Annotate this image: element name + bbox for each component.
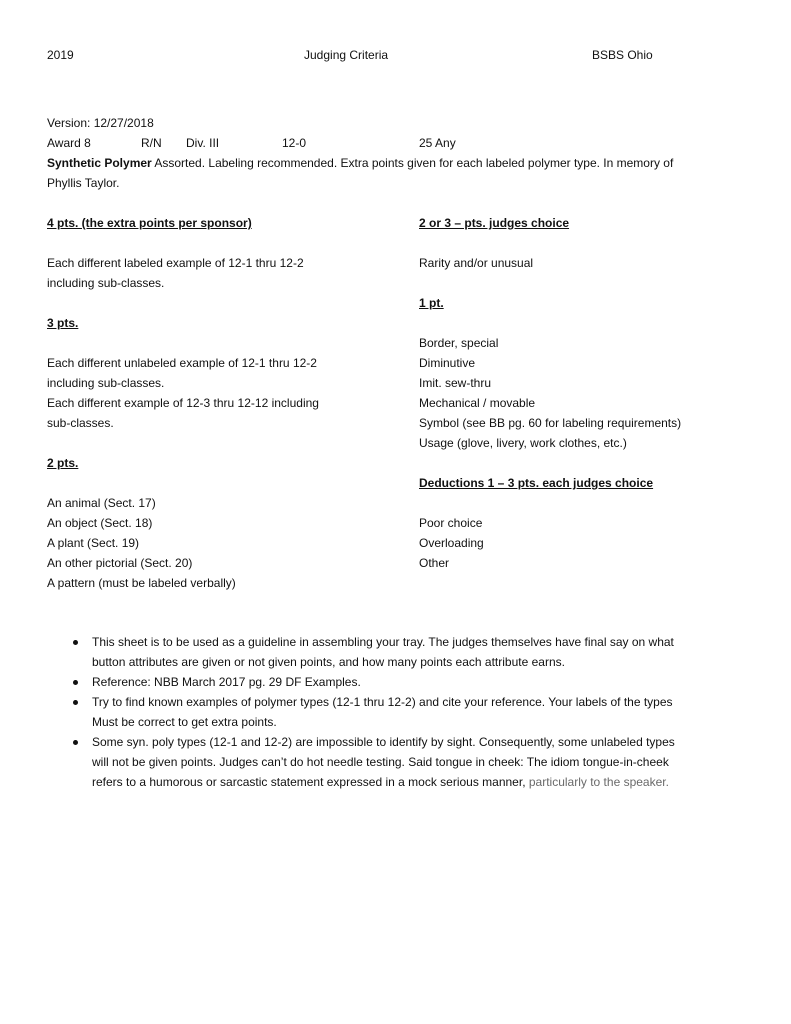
- list-item: An object (Sect. 18): [47, 516, 153, 530]
- heading-3-pts: 3 pts.: [47, 316, 79, 330]
- list-item: Symbol (see BB pg. 60 for labeling requirements): [419, 416, 682, 430]
- header-org: BSBS Ohio: [592, 48, 653, 62]
- text-3-pts-1: Each different unlabeled example of 12-1 thru 12-2: [47, 356, 317, 370]
- category-desc-text: Assorted. Labeling recommended. Extra points given for each labeled polymer type. In memory of: [151, 156, 674, 170]
- class-code: 12-0: [282, 136, 307, 150]
- note-3-line-2: Must be correct to get extra points.: [92, 715, 277, 729]
- text-3-pts-2: including sub-classes.: [47, 376, 165, 390]
- list-item: Border, special: [419, 336, 499, 350]
- list-item: Poor choice: [419, 516, 483, 530]
- list-item: A plant (Sect. 19): [47, 536, 140, 550]
- note-1-line-1: This sheet is to be used as a guideline in assembling your tray. The judges themselves have final say on what: [92, 635, 674, 649]
- list-item: Overloading: [419, 536, 484, 550]
- text-rarity: Rarity and/or unusual: [419, 256, 534, 270]
- heading-judges-choice: 2 or 3 – pts. judges choice: [419, 216, 570, 230]
- text-3-pts-3: Each different example of 12-3 thru 12-12 including: [47, 396, 319, 410]
- rn-label: R/N: [141, 136, 162, 150]
- heading-2-pts: 2 pts.: [47, 456, 79, 470]
- note-4-line-3: [92, 774, 669, 790]
- category-description: [47, 155, 673, 171]
- heading-1-pt: 1 pt.: [419, 296, 444, 310]
- note-4-line-2: will not be given points. Judges can’t do hot needle testing. Said tongue in cheek: The idiom tongue-in-cheek: [92, 755, 669, 769]
- note-2-line-1: Reference: NBB March 2017 pg. 29 DF Examples.: [92, 675, 361, 689]
- bullet-icon: [73, 640, 78, 645]
- award-label: Award 8: [47, 136, 91, 150]
- count-label: 25 Any: [419, 136, 456, 150]
- list-item: A pattern (must be labeled verbally): [47, 576, 236, 590]
- bullet-icon: [73, 740, 78, 745]
- version-line: Version: 12/27/2018: [47, 116, 154, 130]
- division-label: Div. III: [186, 136, 220, 150]
- header-year: 2019: [47, 48, 74, 62]
- text-3-pts-4: sub-classes.: [47, 416, 114, 430]
- note-4-line-1: Some syn. poly types (12-1 and 12-2) are impossible to identify by sight. Consequently, some unlabeled types: [92, 735, 675, 749]
- note-1-line-2: button attributes are given or not given points, and how many points each attribute earns.: [92, 655, 565, 669]
- category-title: Synthetic Polymer: [47, 156, 152, 170]
- list-item: An animal (Sect. 17): [47, 496, 156, 510]
- list-item: Usage (glove, livery, work clothes, etc.): [419, 436, 627, 450]
- note-4-line-3-main: refers to a humorous or sarcastic statement expressed in a mock serious manner,: [92, 775, 526, 789]
- heading-deductions: Deductions 1 – 3 pts. each judges choice: [419, 476, 654, 490]
- memorial-line: Phyllis Taylor.: [47, 176, 120, 190]
- header-title: Judging Criteria: [304, 48, 389, 62]
- list-item: Diminutive: [419, 356, 476, 370]
- list-item: Imit. sew-thru: [419, 376, 492, 390]
- list-item: An other pictorial (Sect. 20): [47, 556, 193, 570]
- text-4-pts-1: Each different labeled example of 12-1 thru 12-2: [47, 256, 304, 270]
- list-item: Other: [419, 556, 450, 570]
- list-item: Mechanical / movable: [419, 396, 536, 410]
- note-3-line-1: Try to find known examples of polymer types (12-1 thru 12-2) and cite your reference. Your labels of the types: [92, 695, 673, 709]
- text-4-pts-2: including sub-classes.: [47, 276, 165, 290]
- bullet-icon: [73, 680, 78, 685]
- bullet-icon: [73, 700, 78, 705]
- note-4-line-3-tail: particularly to the speaker.: [525, 775, 669, 789]
- heading-4-pts: 4 pts. (the extra points per sponsor): [47, 216, 252, 230]
